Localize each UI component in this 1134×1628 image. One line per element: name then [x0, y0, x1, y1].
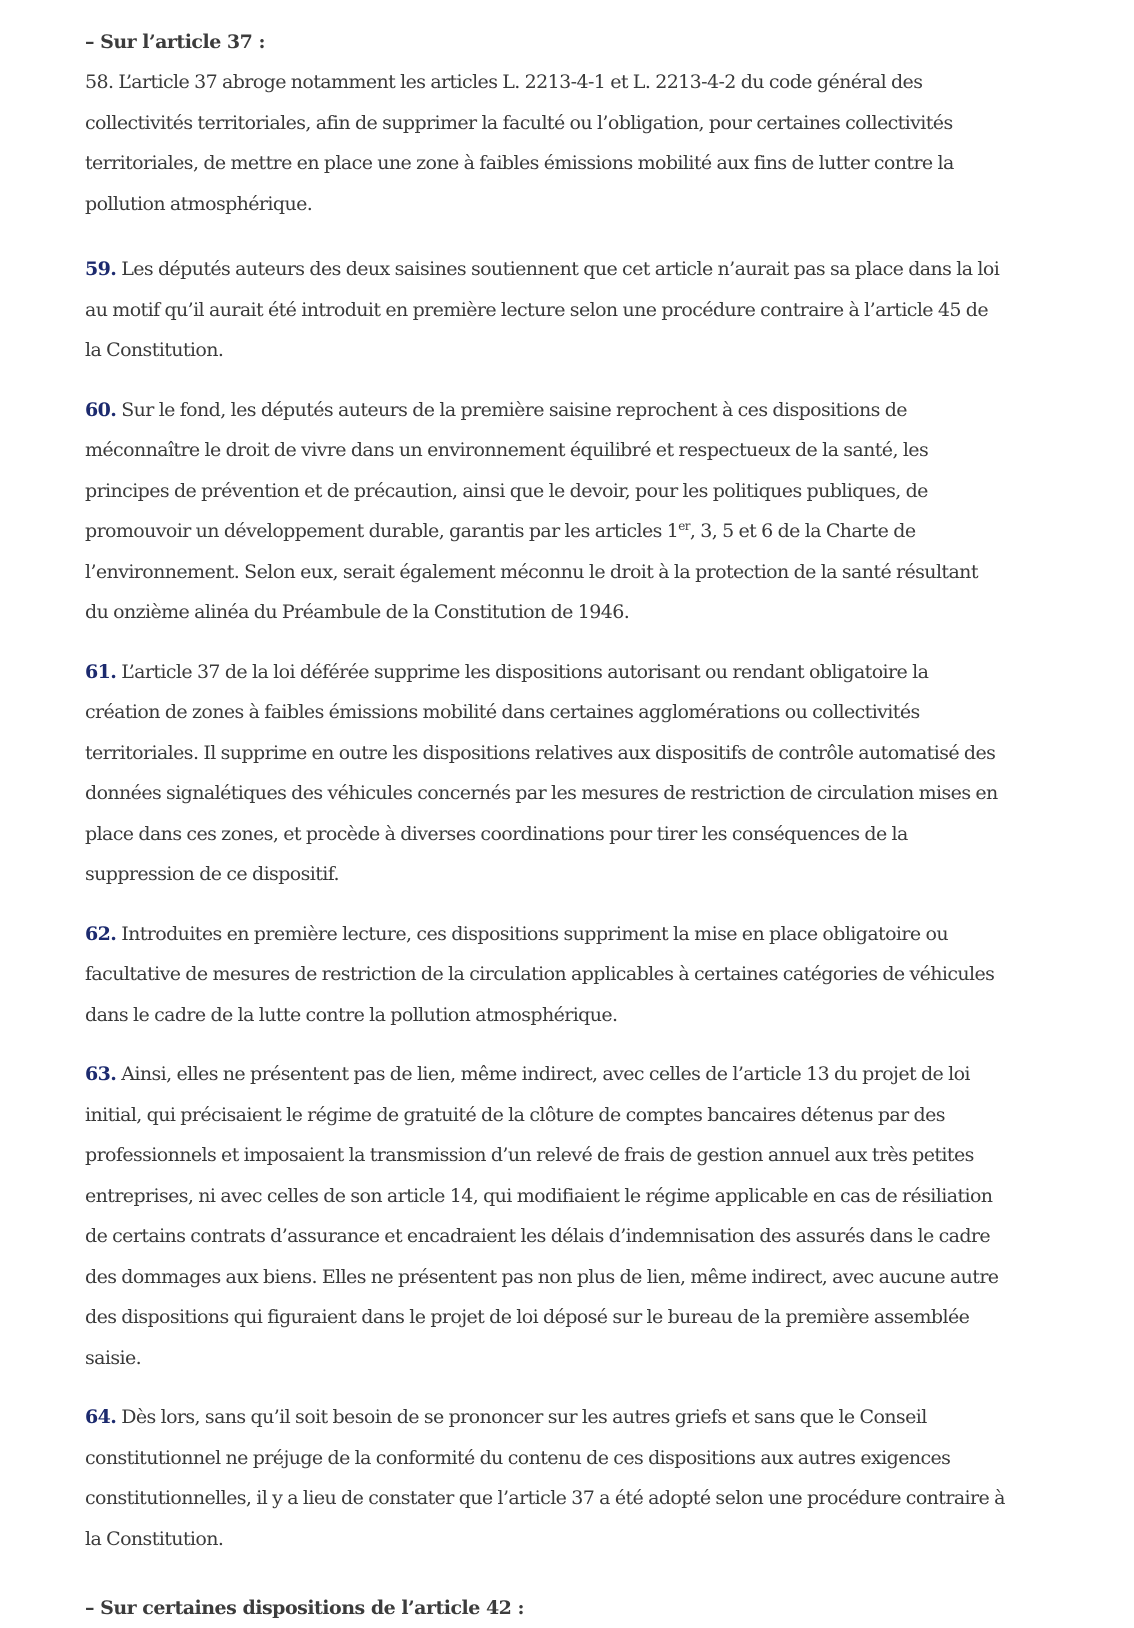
paragraph-text: Les députés auteurs des deux saisines soutiennent que cet article n’aurait pas sa place dans la loi au motif qu’il aurait été introduit en première lecture selon une procédure contraire à l’article 45 de la Constitution. — [85, 258, 1000, 361]
paragraph-text: Dès lors, sans qu’il soit besoin de se prononcer sur les autres griefs et sans que le Conseil constitutionnel ne préjuge de la conformité du contenu de ces dispositions aux autres exigences constitutionnelles, il y a lieu de constater que l’article 37 a été adopté selon une procédure contraire à la Constitution. — [85, 1406, 1005, 1550]
paragraph-63 — [85, 1054, 1005, 1378]
paragraph-number: 60. — [85, 398, 117, 421]
paragraph-text: Ainsi, elles ne présentent pas de lien, même indirect, avec celles de l’article 13 du projet de loi initial, qui précisaient le régime de gratuité de la clôture de comptes bancaires détenus par des professionnels et imposaient la transmission d’un relevé de frais de gestion annuel aux très petites entreprises, ni avec celles de son article 14, qui modifiaient le régime applicable en cas de résiliation de certains contrats d’assurance et encadraient les délais d’indemnisation des assurés dans le cadre des dommages aux biens. Elles ne présentent pas non plus de lien, même indirect, avec aucune autre des dispositions qui figuraient dans le projet de loi déposé sur le bureau de la première assemblée saisie. — [85, 1063, 999, 1369]
paragraph-61 — [85, 652, 1005, 895]
paragraph-text-part: Sur le fond, les députés auteurs de la première saisine reprochent à ces dispositions de méconnaître le droit de vivre dans un environnement équilibré et respectueux de la santé, les principes de prévention et de précaution, ainsi que le devoir, pour les politiques publiques, de promouvoir un développement durable, garantis par les articles 1 — [85, 398, 929, 542]
paragraph-62 — [85, 914, 1005, 1036]
paragraph-number: 63. — [85, 1063, 117, 1085]
paragraph-58 — [85, 62, 1005, 224]
paragraph-number: 58. — [85, 71, 114, 93]
paragraph-60 — [85, 390, 1005, 633]
section-heading-article-37: – Sur l’article 37 : — [85, 31, 265, 53]
paragraph-text — [85, 399, 978, 624]
paragraph-59 — [85, 249, 1005, 371]
section-heading-article-42: – Sur certaines dispositions de l’article 42 : — [85, 1597, 525, 1619]
paragraph-number: 64. — [85, 1406, 117, 1428]
paragraph-text: L’article 37 de la loi déférée supprime les dispositions autorisant ou rendant obligatoire la création de zones à faibles émissions mobilité dans certaines agglomérations ou collectivités territoriales. Il supprime en outre les dispositions relatives aux dispositifs de contrôle automatisé des données signalétiques des véhicules concernés par les mesures de restriction de circulation mises en place dans ces zones, et procède à diverses coordinations pour tirer les conséquences de la suppression de ce dispositif. — [85, 660, 998, 885]
paragraph-number: 62. — [85, 922, 117, 945]
paragraph-text: L’article 37 abroge notamment les articles L. 2213-4-1 et L. 2213-4-2 du code général des collectivités territoriales, afin de supprimer la faculté ou l’obligation, pour certaines collectivités territoriales, de mettre en place une zone à faibles émissions mobilité aux fins de lutter contre la pollution atmosphérique. — [85, 71, 954, 215]
document-body — [85, 22, 1005, 1559]
paragraph-text: Introduites en première lecture, ces dispositions suppriment la mise en place obligatoire ou facultative de mesures de restriction de la circulation applicables à certaines catégories de véhicules dans le cadre de la lutte contre la pollution atmosphérique. — [85, 922, 995, 1026]
paragraph-text-part: , 3, 5 et 6 de la Charte de l’environnement. Selon eux, serait également méconnu le droit à la protection de la santé résultant du onzième alinéa du Préambule de la Constitution de 1946. — [85, 520, 978, 623]
paragraph-number: 61. — [85, 660, 117, 683]
paragraph-64 — [85, 1397, 1005, 1559]
superscript-er: er — [678, 519, 690, 533]
paragraph-number: 59. — [85, 258, 117, 280]
